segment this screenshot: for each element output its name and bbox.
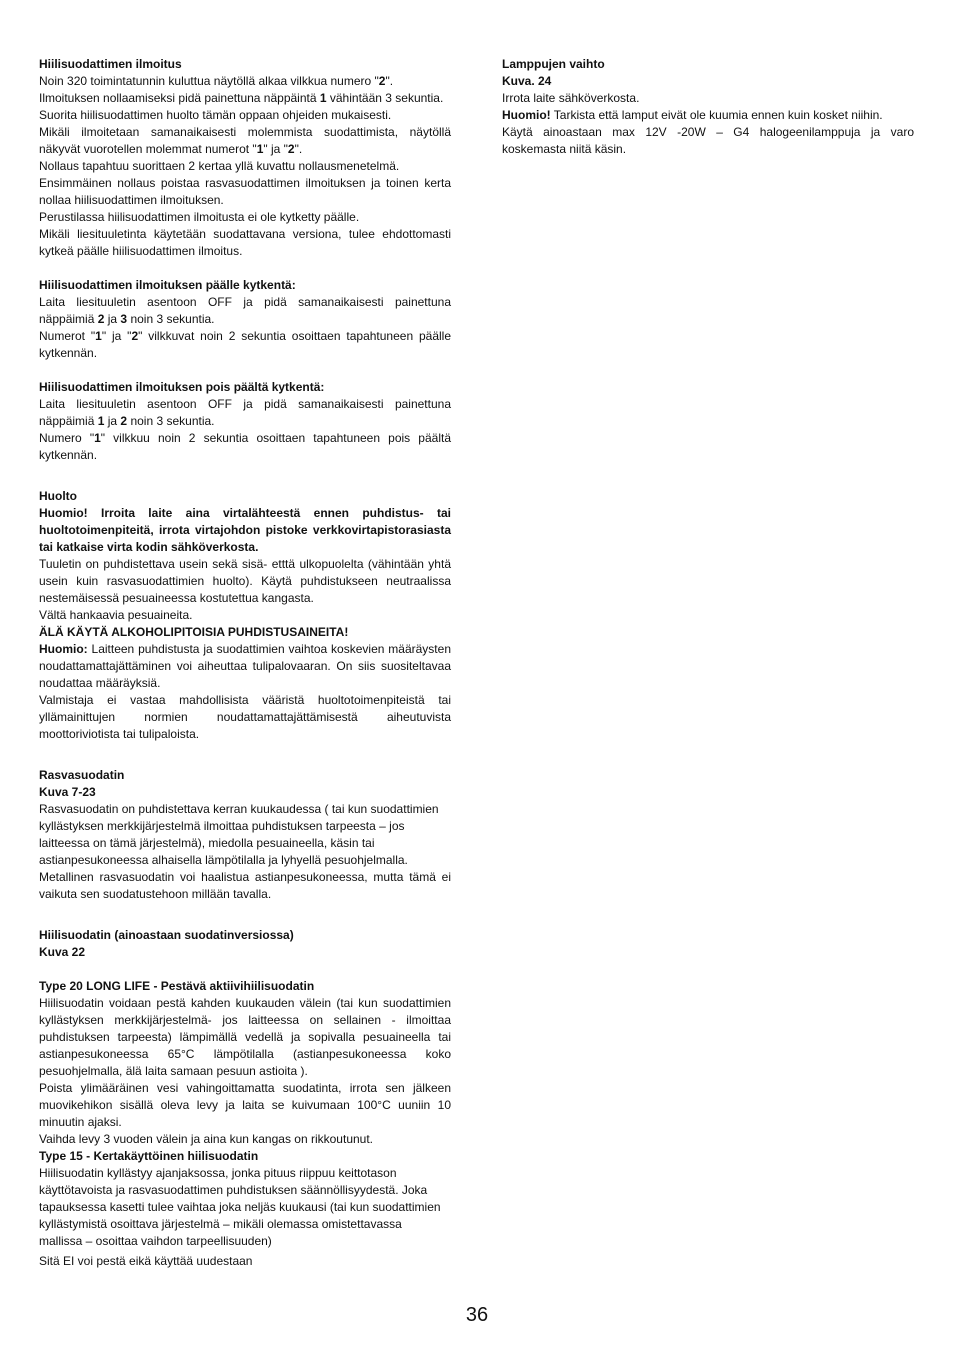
bold-text: 2 (97, 312, 105, 326)
text: Laita liesituuletin asentoon OFF ja pidä samanaikaisesti painettuna näppäimiä (39, 397, 451, 428)
paragraph (39, 294, 451, 328)
text: Numero " (39, 431, 95, 445)
paragraph: Vältä hankaavia pesuaineita. (39, 608, 193, 622)
section-alert-off (39, 379, 451, 464)
text: ". (385, 74, 394, 88)
bold-text: 3 (120, 312, 128, 326)
paragraph: Käytä ainoastaan max 12V -20W – G4 halogeenilamppuja ja varo koskemasta niitä käsin. (502, 125, 914, 156)
bold-text: 1 (319, 91, 327, 105)
bold-text: 2 (378, 74, 386, 88)
section-title: Hiilisuodattimen ilmoitus (39, 57, 182, 71)
section-title: Type 15 - Kertakäyttöinen hiilisuodatin (39, 1149, 259, 1163)
paragraph: Mikäli liesituuletinta käytetään suodattavana versiona, tulee ehdottomasti kytkeä päälle hiilisuodattimen ilmoitus. (39, 227, 451, 258)
text: Laita liesituuletin asentoon OFF ja pidä samanaikaisesti painettuna näppäimiä (39, 295, 451, 326)
paragraph: Vaihda levy 3 vuoden välein ja aina kun kangas on rikkoutunut. (39, 1132, 374, 1146)
bold-text: 1 (256, 142, 264, 156)
text: ". (294, 142, 303, 156)
text: " vilkkuvat noin 2 sekuntia osoittaen tapahtuneen päälle kytkennän. (39, 329, 452, 360)
text: Noin 320 toimintatunnin kuluttua näytöllä alkaa vilkkua numero " (39, 74, 379, 88)
paragraph: Metallinen rasvasuodatin voi haalistua astianpesukoneessa, mutta tämä ei vaikuta sen suodatustehoon millään tavalla. (39, 870, 451, 901)
paragraph: Rasvasuodatin on puhdistettava kerran kuukaudessa ( tai kun suodattimien kyllästyksen merkkijärjestelmä ilmoittaa puhdistuksen tarpeesta – jos laitteessa on tämä järjestelmä), miedolla pesuaineella, käsin tai astianpesukoneessa alhaisella lämpötilalla ja lyhyellä pesuohjelmalla. (39, 802, 439, 867)
bold-text: Huomio! (502, 108, 551, 122)
section-title: Hiilisuodattimen ilmoituksen pois päältä kytkentä: (39, 380, 325, 394)
bold-text: 1 (97, 414, 105, 428)
text: ja (104, 414, 121, 428)
bold-text: Huomio: (39, 642, 88, 656)
text: noin 3 sekuntia. (127, 414, 215, 428)
text: Ilmoituksen nollaamiseksi pidä painettuna näppäintä (39, 91, 320, 105)
paragraph (39, 124, 451, 158)
text: Mikäli ilmoitetaan samanaikaisesti molemmista suodattimista, näytöllä näkyvät vuorotellen molemmat numerot " (39, 125, 451, 156)
section-grease-filter (39, 767, 451, 903)
paragraph (502, 107, 914, 124)
right-column (502, 56, 914, 158)
paragraph: Irrota laite sähköverkosta. (502, 91, 640, 105)
text: vähintään 3 sekuntia. (326, 91, 444, 105)
paragraph: Hiilisuodatin kyllästyy ajanjaksossa, jonka pituus riippuu keittotason käyttötavoista ja rasvasuodattimen puhdistuksen säännöllisyydestä. Joka tapauksessa kasetti tulee vaihtaa joka neljäs kuukausi (tai kun suodattimien kyllästymistä osoittava järjestelmä – mikäli olemassa omistettavassa mallissa – osoittaa vaihdon tarpeellisuuden) (39, 1166, 441, 1248)
text: Tarkista että lamput eivät ole kuumia ennen kuin kosket niihin. (550, 108, 883, 122)
section-title: Rasvasuodatin (39, 768, 125, 782)
paragraph: Suorita hiilisuodattimen huolto tämän oppaan ohjeiden mukaisesti. (39, 108, 392, 122)
section-title: Hiilisuodatin (ainoastaan suodatinversiossa) (39, 928, 294, 942)
paragraph: Nollaus tapahtuu suorittaen 2 kertaa yllä kuvattu nollausmenetelmä. (39, 159, 400, 173)
page-number: 36 (465, 1304, 489, 1326)
paragraph: Tuuletin on puhdistettava usein sekä sisä- etttä ulkopuolelta (vähintään yhtä usein kuin rasvasuodattimien huolto). Käytä puhdistukseen neutraalissa nestemäisessä pesuaineessa kostutettua kangasta. (39, 557, 451, 605)
paragraph: Valmistaja ei vastaa mahdollisista vääristä huoltotoimenpiteistä tai yllämainittujen normien noudattamattajättämisestä aiheutuvista moottoriviotista tai tulipaloista. (39, 693, 451, 741)
bold-text: 1 (95, 329, 102, 343)
section-title: Type 20 LONG LIFE - Pestävä aktiivihiilisuodatin (39, 979, 315, 993)
section-title: Lamppujen vaihto (502, 57, 605, 71)
paragraph (39, 328, 451, 362)
section-maintenance (39, 488, 451, 743)
text: ja (104, 312, 121, 326)
section-carbon-filter-alert (39, 56, 451, 260)
paragraph: Ensimmäinen nollaus poistaa rasvasuodattimen ilmoituksen ja toinen kerta nollaa hiilisuodattimen ilmoituksen. (39, 176, 451, 207)
section-alert-on (39, 277, 451, 362)
section-type20 (39, 978, 451, 1270)
section-subtitle: Kuva. 24 (502, 74, 552, 88)
bold-text: 1 (94, 431, 101, 445)
paragraph (39, 90, 451, 107)
paragraph: Hiilisuodatin voidaan pestä kahden kuukauden välein (tai kun suodattimien kyllästyksen merkkijärjestelmä- jos laitteessa on sellainen - ilmoittaa puhdistuksen tarpeesta) lämpimällä vedellä ja sopivalla pesuaineella tai astianpesukoneessa 65°C lämpötilalla (astianpesukoneessa koko pesuohjelmalla, älä laita samaan pesuun astioita ). (39, 996, 451, 1078)
bold-text: 2 (131, 329, 139, 343)
text: " vilkkuu noin 2 sekuntia osoittaen tapahtuneen pois päältä kytkennän. (39, 431, 451, 462)
text: noin 3 sekuntia. (127, 312, 215, 326)
section-title: Huolto (39, 489, 77, 503)
paragraph (39, 73, 451, 90)
warning-caps: ÄLÄ KÄYTÄ ALKOHOLIPITOISIA PUHDISTUSAINEITA! (39, 625, 349, 639)
section-subtitle: Kuva 7-23 (39, 785, 96, 799)
warning-text: Huomio! Irroita laite aina virtalähteestä ennen puhdistus- tai huoltotoimenpiteitä, irrota virtajohdon pistoke verkkovirtapistorasiasta tai katkaise virta kodin sähköverkosta. (39, 506, 451, 554)
text: Numerot " (39, 329, 96, 343)
paragraph: Perustilassa hiilisuodattimen ilmoitusta ei ole kytketty päälle. (39, 210, 360, 224)
bold-text: 2 (287, 142, 295, 156)
left-column (39, 56, 451, 1270)
paragraph: Sitä EI voi pestä eikä käyttää uudestaan (39, 1254, 253, 1268)
paragraph: Poista ylimääräinen vesi vahingoittamatta suodatinta, irrota sen jälkeen muovikehikon sisällä oleva levy ja laita se kuivumaan 100°C uuniin 10 minuutin ajaksi. (39, 1081, 451, 1129)
paragraph (39, 396, 451, 430)
section-carbon-filter (39, 927, 451, 961)
paragraph (39, 641, 451, 692)
text: Laitteen puhdistusta ja suodattimien vaihtoa koskevien määräysten noudattamattajättäminen voi aiheuttaa tulipalovaaran. On siis suositeltavaa noudattaa määräyksiä. (39, 642, 451, 690)
paragraph (39, 430, 451, 464)
bold-text: 2 (120, 414, 128, 428)
section-title: Hiilisuodattimen ilmoituksen päälle kytkentä: (39, 278, 296, 292)
text: " ja " (263, 142, 288, 156)
text: " ja " (101, 329, 132, 343)
section-subtitle: Kuva 22 (39, 945, 86, 959)
